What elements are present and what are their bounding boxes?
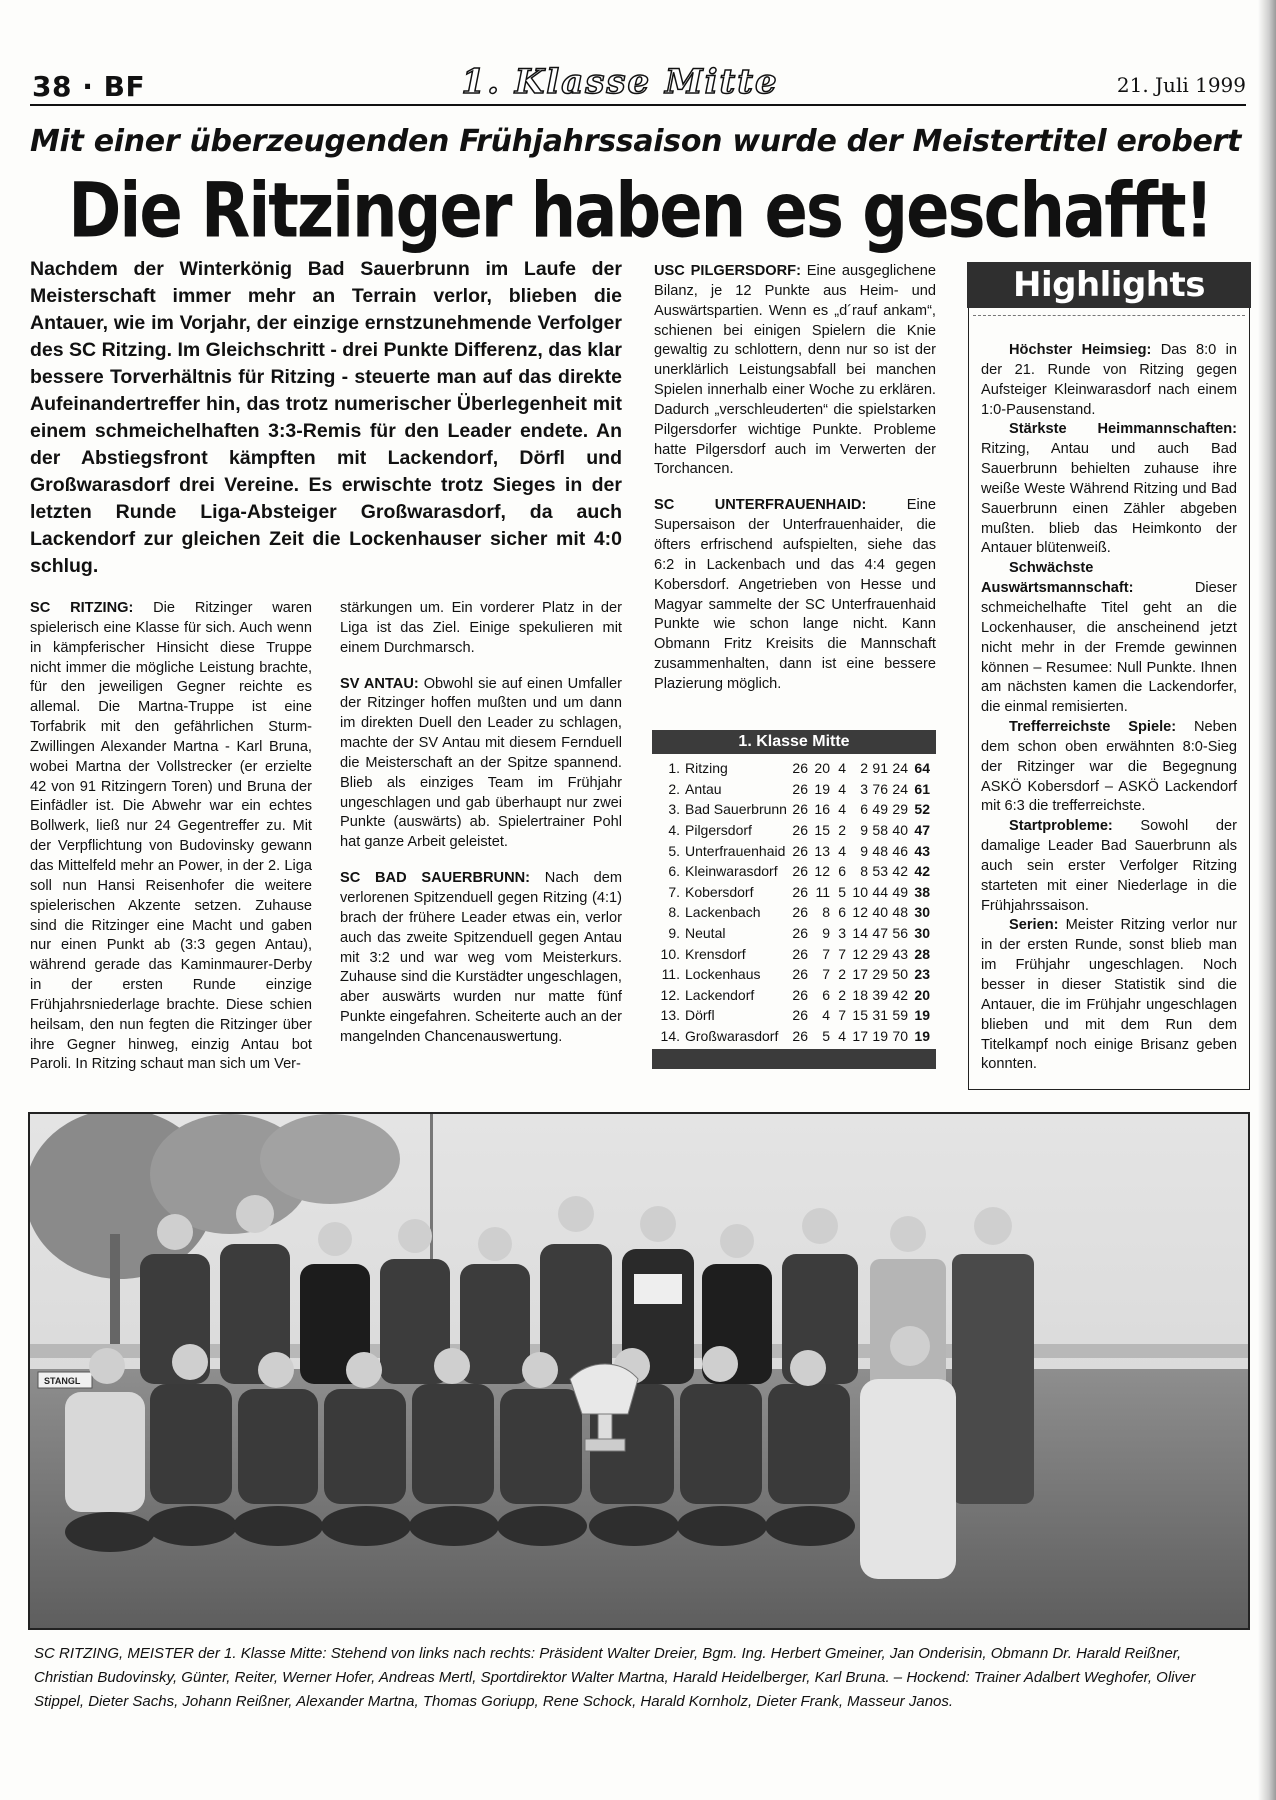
standings-cell-u: 4 xyxy=(838,801,846,818)
standings-row xyxy=(658,882,936,903)
standings-cell-n: 15 xyxy=(852,1007,868,1024)
standings-cell-sp: 26 xyxy=(792,1028,808,1045)
standings-cell-n: 18 xyxy=(852,986,868,1003)
page-label: 38 · BF xyxy=(32,70,146,103)
standings-cell-team: Krensdorf xyxy=(685,945,746,962)
standings-cell-u: 4 xyxy=(838,1028,846,1045)
standings-cell-pts: 19 xyxy=(914,1028,930,1045)
caption-text: der 1. Klasse Mitte: Stehend von links nach rechts: Präsident Walter Dreier, Bgm. Ing. Herbert Gmeiner, Jan Onderisin, Obmann Dr. Harald Reißner, Christian Budovinsky, Günter, Reiter, Werner Hofer, Andreas Mertl, Sportdirektor Walter Martna, Harald Heidelberger, Karl Bruna. – Hockend: Trainer Adalbert Weghofer, Oliver Stippel, Dieter Sachs, Johann Reißner, Alexander Martna, Thomas Goriupp, Rene Schock, Harald Kornholz, Dieter Frank, Masseur Janos. xyxy=(34,1645,1196,1710)
paragraph-sv-antau xyxy=(340,675,622,854)
standings-cell-team: Großwarasdorf xyxy=(685,1028,779,1045)
standings-cell-tp: 48 xyxy=(872,842,888,859)
standings-cell-sp: 26 xyxy=(792,945,808,962)
standings-cell-pos: 10. xyxy=(660,945,680,962)
standings-row xyxy=(658,861,936,882)
standings-cell-tm: 48 xyxy=(892,904,908,921)
standings-cell-u: 2 xyxy=(838,986,846,1003)
paragraph-label: SC BAD SAUERBRUNN: xyxy=(340,870,531,887)
standings-cell-sp: 26 xyxy=(792,925,808,942)
standings-cell-sp: 26 xyxy=(792,1007,808,1024)
paragraph-text: Nach dem verlorenen Spitzenduell gegen Ritzing (4:1) brach der frühere Leader etwas ein, verlor auch das zweite Spitzenduell gegen Antau mit 3:2 und war weg vom Meisterkurs. Zuhause sind die Kurstädter ungeschlagen, aber auswärts wurden nur matte fünf Punkte eingefahren. Scheiterte auch an der mangelnden Chancenauswertung. xyxy=(340,870,622,1045)
issue-date: 21. Juli 1999 xyxy=(1116,73,1246,97)
standings-cell-pts: 19 xyxy=(914,1007,930,1024)
standings-cell-tp: 40 xyxy=(872,904,888,921)
standings-row xyxy=(658,799,936,820)
highlight-label: Trefferreichste Spiele: xyxy=(1009,719,1177,736)
standings-cell-team: Lockenhaus xyxy=(685,966,761,983)
standings-cell-team: Neutal xyxy=(685,925,726,942)
standings-cell-s: 20 xyxy=(814,760,830,777)
highlights-box xyxy=(968,264,1250,1090)
standings-cell-tm: 59 xyxy=(892,1007,908,1024)
standings-cell-s: 7 xyxy=(822,966,830,983)
standings-cell-pos: 14. xyxy=(660,1028,680,1045)
standings-cell-pts: 30 xyxy=(914,904,930,921)
paragraph-text: Eine Supersaison der Unterfrauenhaider, die öfters erfrischend aufspielten, siehe das 6:2 in Lackenbach und das 4:4 gegen Kobersdorf. Angetrieben von Hesse und Magyar sammelte der SC Unterfrauenhaid Punkte wie schon lange nicht. Kann Obmann Fritz Kreisits die Mannschaft zusammenhalten, dann ist eine bessere Plazierung möglich. xyxy=(654,497,937,692)
photo-caption xyxy=(34,1642,1244,1714)
standings-cell-n: 12 xyxy=(852,904,868,921)
standings-cell-tm: 70 xyxy=(892,1028,908,1045)
standings-row xyxy=(658,964,936,985)
standings-cell-s: 4 xyxy=(822,1007,830,1024)
standings-cell-s: 12 xyxy=(814,863,830,880)
standings-cell-sp: 26 xyxy=(792,842,808,859)
standings-table xyxy=(652,730,936,1069)
standings-cell-team: Lackendorf xyxy=(685,986,755,1003)
standings-cell-u: 4 xyxy=(838,842,846,859)
highlight-text: Neben dem schon oben erwähnten 8:0-Sieg der Ritzinger war die Begegnung ASKÖ Kobersdorf – ASKÖ Lackendorf mit 6:3 die trefferreichste. xyxy=(981,719,1237,815)
section-title: 1. Klasse Mitte xyxy=(461,62,779,102)
standings-cell-u: 7 xyxy=(838,1007,846,1024)
paragraph-label: SV ANTAU: xyxy=(340,675,419,692)
standings-cell-tm: 40 xyxy=(892,822,908,839)
standings-cell-team: Kleinwarasdorf xyxy=(685,863,778,880)
standings-cell-tm: 42 xyxy=(892,986,908,1003)
standings-cell-n: 9 xyxy=(860,842,868,859)
paragraph-label: USC PILGERSDORF: xyxy=(654,263,801,279)
standings-row xyxy=(658,923,936,944)
standings-cell-pos: 7. xyxy=(668,883,680,900)
standings-cell-pts: 38 xyxy=(914,883,930,900)
highlight-item xyxy=(981,341,1237,420)
paragraph-continuation xyxy=(340,599,622,659)
standings-row xyxy=(658,840,936,861)
article-column-1 xyxy=(30,599,312,1091)
highlight-text: Das 8:0 in der 21. Runde von Ritzing gegen Aufsteiger Kleinwarasdorf nach einem 1:0-Pausenstand. xyxy=(981,342,1238,418)
highlight-item xyxy=(981,420,1237,559)
standings-cell-s: 13 xyxy=(814,842,830,859)
highlight-label: Stärkste Heimmannschaften: xyxy=(1009,421,1237,438)
header-rule xyxy=(30,104,1246,106)
standings-cell-n: 3 xyxy=(860,780,868,797)
highlight-item xyxy=(981,916,1237,1075)
highlights-body xyxy=(981,341,1237,1075)
highlight-text: Ritzing, Antau und auch Bad Sauerbrunn behielten zuhause ihre weiße Weste Während Ritzing und Bad Sauerbrunn einen Zähler abgeben mußten. blieb das Heimkonto der Antauer blütenweiß. xyxy=(981,441,1237,557)
standings-cell-sp: 26 xyxy=(792,966,808,983)
highlight-label: Schwächste Auswärtsmannschaft: xyxy=(981,560,1134,597)
standings-cell-n: 14 xyxy=(852,925,868,942)
standings-cell-u: 6 xyxy=(838,863,846,880)
highlight-item xyxy=(981,817,1237,916)
highlight-text: Meister Ritzing verlor nur in der ersten Runde, sonst blieb man im Frühjahr ungeschlagen. Noch besser in dieser Statistik sind die Antauer, die im Frühjahr ungeschlagen blieben und mit dem Run dem Titelkampf noch einige Brisanz geben konnten. xyxy=(981,917,1237,1073)
standings-cell-sp: 26 xyxy=(792,904,808,921)
standings-cell-team: Kobersdorf xyxy=(685,883,754,900)
standings-footer-bar xyxy=(652,1049,936,1069)
standings-cell-pts: 30 xyxy=(914,925,930,942)
standings-cell-pos: 4. xyxy=(668,822,680,839)
standings-cell-tm: 29 xyxy=(892,801,908,818)
standings-cell-n: 17 xyxy=(852,1028,868,1045)
standings-cell-u: 5 xyxy=(838,883,846,900)
paragraph-unterfrauenhaid xyxy=(654,496,936,694)
standings-row xyxy=(658,779,936,800)
standings-cell-tp: 49 xyxy=(872,801,888,818)
article-lead: Nachdem der Winterkönig Bad Sauerbrunn im Laufe der Meisterschaft immer mehr an Terrain verlor, blieben die Antauer, wie im Vorjahr, der einzige ernstzunehmende Verfolger des SC Ritzing. Im Gleichschritt - drei Punkte Differenz, das klar bessere Torverhältnis für Ritzing - steuerte man auf das direkte Aufeinandertreffer hin, das trotz numerischer Überlegenheit mit einem schmeichelhaften 3:3-Remis für den Leader endete. An der Abstiegsfront kämpften mit Lackendorf, Dörfl und Großwarasdorf drei Vereine. Es erwischte trotz Sieges in der letzten Runde Liga-Absteiger Großwarasdorf, da auch Lackendorf zur gleichen Zeit die Lockenhauser sicher mit 4:0 schlug. xyxy=(30,258,622,577)
highlight-label: Serien: xyxy=(1009,917,1059,934)
highlight-item xyxy=(981,559,1237,718)
standings-cell-tm: 49 xyxy=(892,883,908,900)
standings-cell-tp: 29 xyxy=(872,945,888,962)
paragraph-text: Eine ausgeglichene Bilanz, je 12 Punkte aus Heim- und Auswärtspartien. Wenn es „d´rauf ankam“, schienen bei einigen Spielern die Knie gewaltig zu schlottern, denn nur so ist der unerklärlich Leistungsabfall bei manchen Spielen innerhalb einer Woche zu erklären. Dadurch „verschleuderten“ die spielstarken Pilgersdorfer wichtige Punkte. Probleme hatte Pilgersdorf auch im Verwerten der Torchancen. xyxy=(654,263,936,478)
standings-cell-u: 6 xyxy=(838,904,846,921)
standings-cell-u: 7 xyxy=(838,945,846,962)
standings-cell-s: 8 xyxy=(822,904,830,921)
standings-cell-pos: 5. xyxy=(668,842,680,859)
standings-cell-pos: 6. xyxy=(668,863,680,880)
standings-cell-pts: 47 xyxy=(914,822,930,839)
standings-cell-tp: 29 xyxy=(872,966,888,983)
paragraph-text: Obwohl sie auf einen Umfaller der Ritzinger hoffen mußten und um dann im direkten Duell den Leader zu schlagen, machte der SV Antau mit diesem Fernduell die Meisterschaft an der Spitze spannend. Blieb als einziges Team im Frühjahr ungeschlagen und gab überhaupt nur zwei Punkte (auswärts) ab. Spielertrainer Pohl hat ganze Arbeit geleistet. xyxy=(340,675,622,851)
standings-cell-pos: 13. xyxy=(660,1007,680,1024)
standings-cell-pos: 9. xyxy=(668,925,680,942)
standings-cell-pts: 43 xyxy=(914,842,930,859)
standings-cell-tp: 58 xyxy=(872,822,888,839)
standings-cell-u: 2 xyxy=(838,822,846,839)
standings-row xyxy=(658,820,936,841)
standings-row xyxy=(658,1026,936,1047)
standings-cell-tp: 91 xyxy=(872,760,888,777)
standings-cell-n: 9 xyxy=(860,822,868,839)
standings-cell-tp: 76 xyxy=(872,780,888,797)
standings-cell-pts: 23 xyxy=(914,966,930,983)
standings-cell-sp: 26 xyxy=(792,883,808,900)
standings-cell-pos: 3. xyxy=(668,801,680,818)
standings-cell-sp: 26 xyxy=(792,863,808,880)
standings-cell-team: Pilgersdorf xyxy=(685,822,752,839)
standings-cell-pos: 11. xyxy=(661,966,680,983)
standings-cell-sp: 26 xyxy=(792,822,808,839)
standings-cell-tm: 43 xyxy=(892,945,908,962)
standings-cell-pts: 61 xyxy=(914,780,930,797)
paragraph-label: SC RITZING: xyxy=(30,600,134,616)
white-shirt xyxy=(634,1274,682,1304)
standings-cell-team: Dörfl xyxy=(685,1007,715,1024)
standings-cell-tm: 42 xyxy=(892,863,908,880)
standings-cell-n: 6 xyxy=(860,801,868,818)
standings-cell-team: Bad Sauerbrunn xyxy=(685,801,787,818)
standings-cell-s: 7 xyxy=(822,945,830,962)
highlight-text: Sowohl der damalige Leader Bad Sauerbrunn als auch sein erster Verfolger Ritzing starteten mit einer Niederlage in die Frühjahrssaison. xyxy=(981,818,1237,914)
article-headline: Die Ritzinger haben es geschafft! xyxy=(68,168,1212,256)
standings-cell-pos: 8. xyxy=(668,904,680,921)
highlight-label: Startprobleme: xyxy=(1009,818,1113,835)
standings-cell-tp: 47 xyxy=(872,925,888,942)
standings-cell-tp: 31 xyxy=(872,1007,888,1024)
standings-cell-tm: 24 xyxy=(892,760,908,777)
standings-cell-pos: 12. xyxy=(660,986,680,1003)
standings-row xyxy=(658,985,936,1006)
standings-cell-sp: 26 xyxy=(792,780,808,797)
standings-cell-tp: 19 xyxy=(872,1028,888,1045)
standings-row xyxy=(658,758,936,779)
standings-cell-s: 15 xyxy=(814,822,830,839)
standings-cell-sp: 26 xyxy=(792,760,808,777)
standings-cell-s: 6 xyxy=(822,986,830,1003)
standings-cell-sp: 26 xyxy=(792,986,808,1003)
page-edge-shadow xyxy=(1258,0,1276,1800)
standings-cell-pts: 52 xyxy=(914,801,930,818)
standings-cell-tp: 39 xyxy=(872,986,888,1003)
standings-rows xyxy=(652,754,936,1046)
standings-cell-u: 2 xyxy=(838,966,846,983)
standings-cell-s: 19 xyxy=(814,780,830,797)
caption-lead: SC RITZING, MEISTER xyxy=(34,1645,195,1662)
standings-cell-s: 11 xyxy=(815,883,830,900)
paragraph-label: SC UNTERFRAUENHAID: xyxy=(654,497,867,514)
standings-cell-pts: 28 xyxy=(914,945,930,962)
standings-cell-pos: 1. xyxy=(668,760,680,777)
standings-cell-s: 16 xyxy=(814,801,830,818)
standings-cell-tm: 56 xyxy=(892,925,908,942)
standings-cell-n: 8 xyxy=(860,863,868,880)
advert-board-text: STANGL xyxy=(44,1376,81,1386)
standings-cell-sp: 26 xyxy=(792,801,808,818)
highlight-item xyxy=(981,718,1237,817)
standings-cell-tm: 46 xyxy=(892,842,908,859)
article-column-2 xyxy=(340,599,622,1064)
highlights-title: Highlights xyxy=(967,262,1251,308)
standings-row xyxy=(658,943,936,964)
standings-cell-tp: 53 xyxy=(872,863,888,880)
standings-cell-u: 4 xyxy=(838,760,846,777)
standings-cell-pts: 42 xyxy=(914,863,930,880)
standings-cell-n: 10 xyxy=(852,883,868,900)
standings-cell-n: 2 xyxy=(860,760,868,777)
paragraph-bad-sauerbrunn xyxy=(340,869,622,1048)
highlight-label: Höchster Heimsieg: xyxy=(1009,342,1152,358)
paragraph-text: Die Ritzinger waren spielerisch eine Klasse für sich. Auch wenn in kämpferischer Hinsicht diese Truppe nicht immer die mögliche Leistung brachte, für den jeweiligen Gegner reichte es allemal. Die Martna-Truppe ist eine Torfabrik mit den gefährlichen Sturm-Zwillingen Alexander Martna - Karl Bruna, wobei Martna der Vollstrecker (er erzielte 42 von 91 Ritzingern Toren) und Bruna der Einfädler ist. Die Abwehr war ein echtes Bollwerk, ließ nur 24 Gegentreffer zu. Mit der Verpflichtung von Budovinsky gewann das Mittelfeld mehr an Power, in der 2. Liga soll nun Hansi Reisenhofer die weitere spielerischen Akzente setzen. Zuhause sind die Ritzinger eine Macht und gaben nur einen Punkt ab (3:3 gegen Antau), während gerade das Kaminmaurer-Derby in der ersten Runde einzige Frühjahrsniederlage brachte. Diese schien heilsam, den nun fegten die Ritzinger über ihre Gegner hinweg, einzig Antau bot Paroli. In Ritzing schaut man sich um Ver- xyxy=(30,600,312,1073)
article-column-3 xyxy=(654,262,936,711)
paragraph-pilgersdorf xyxy=(654,262,936,480)
standings-cell-pts: 20 xyxy=(914,986,930,1003)
standings-cell-s: 5 xyxy=(822,1028,830,1045)
standings-row xyxy=(658,1005,936,1026)
standings-cell-tm: 24 xyxy=(892,780,908,797)
standings-title: 1. Klasse Mitte xyxy=(652,730,936,754)
standings-cell-tm: 50 xyxy=(892,966,908,983)
paragraph-text: stärkungen um. Ein vorderer Platz in der Liga ist das Ziel. Einige spekulieren mit einem Durchmarsch. xyxy=(340,600,622,656)
standings-cell-n: 17 xyxy=(852,966,868,983)
standings-cell-pts: 64 xyxy=(914,760,930,777)
standings-cell-s: 9 xyxy=(822,925,830,942)
standings-cell-u: 4 xyxy=(838,780,846,797)
standings-cell-tp: 44 xyxy=(872,883,888,900)
standings-cell-team: Ritzing xyxy=(685,760,728,777)
standings-cell-team: Lackenbach xyxy=(685,904,761,921)
standings-cell-u: 3 xyxy=(838,925,846,942)
article-kicker: Mit einer überzeugenden Frühjahrssaison wurde der Meistertitel erobert xyxy=(30,124,1242,159)
standings-row xyxy=(658,902,936,923)
highlights-divider xyxy=(973,315,1245,316)
standings-cell-team: Unterfrauenhaid xyxy=(685,842,786,859)
team-photo-illustration xyxy=(30,1114,1248,1628)
standings-cell-n: 12 xyxy=(852,945,868,962)
team-photo xyxy=(28,1112,1250,1630)
standings-cell-team: Antau xyxy=(685,780,722,797)
highlight-text: Dieser schmeichelhafte Titel geht an die Lockenhauser, die anscheinend jetzt nicht mehr in der Fremde gewinnen können – Resumee: Null Punkte. Ihnen am nächsten kamen die Lackendorfer, die einmal remisierten. xyxy=(981,580,1237,716)
standings-cell-pos: 2. xyxy=(668,780,680,797)
paragraph-sc-ritzing xyxy=(30,599,312,1075)
